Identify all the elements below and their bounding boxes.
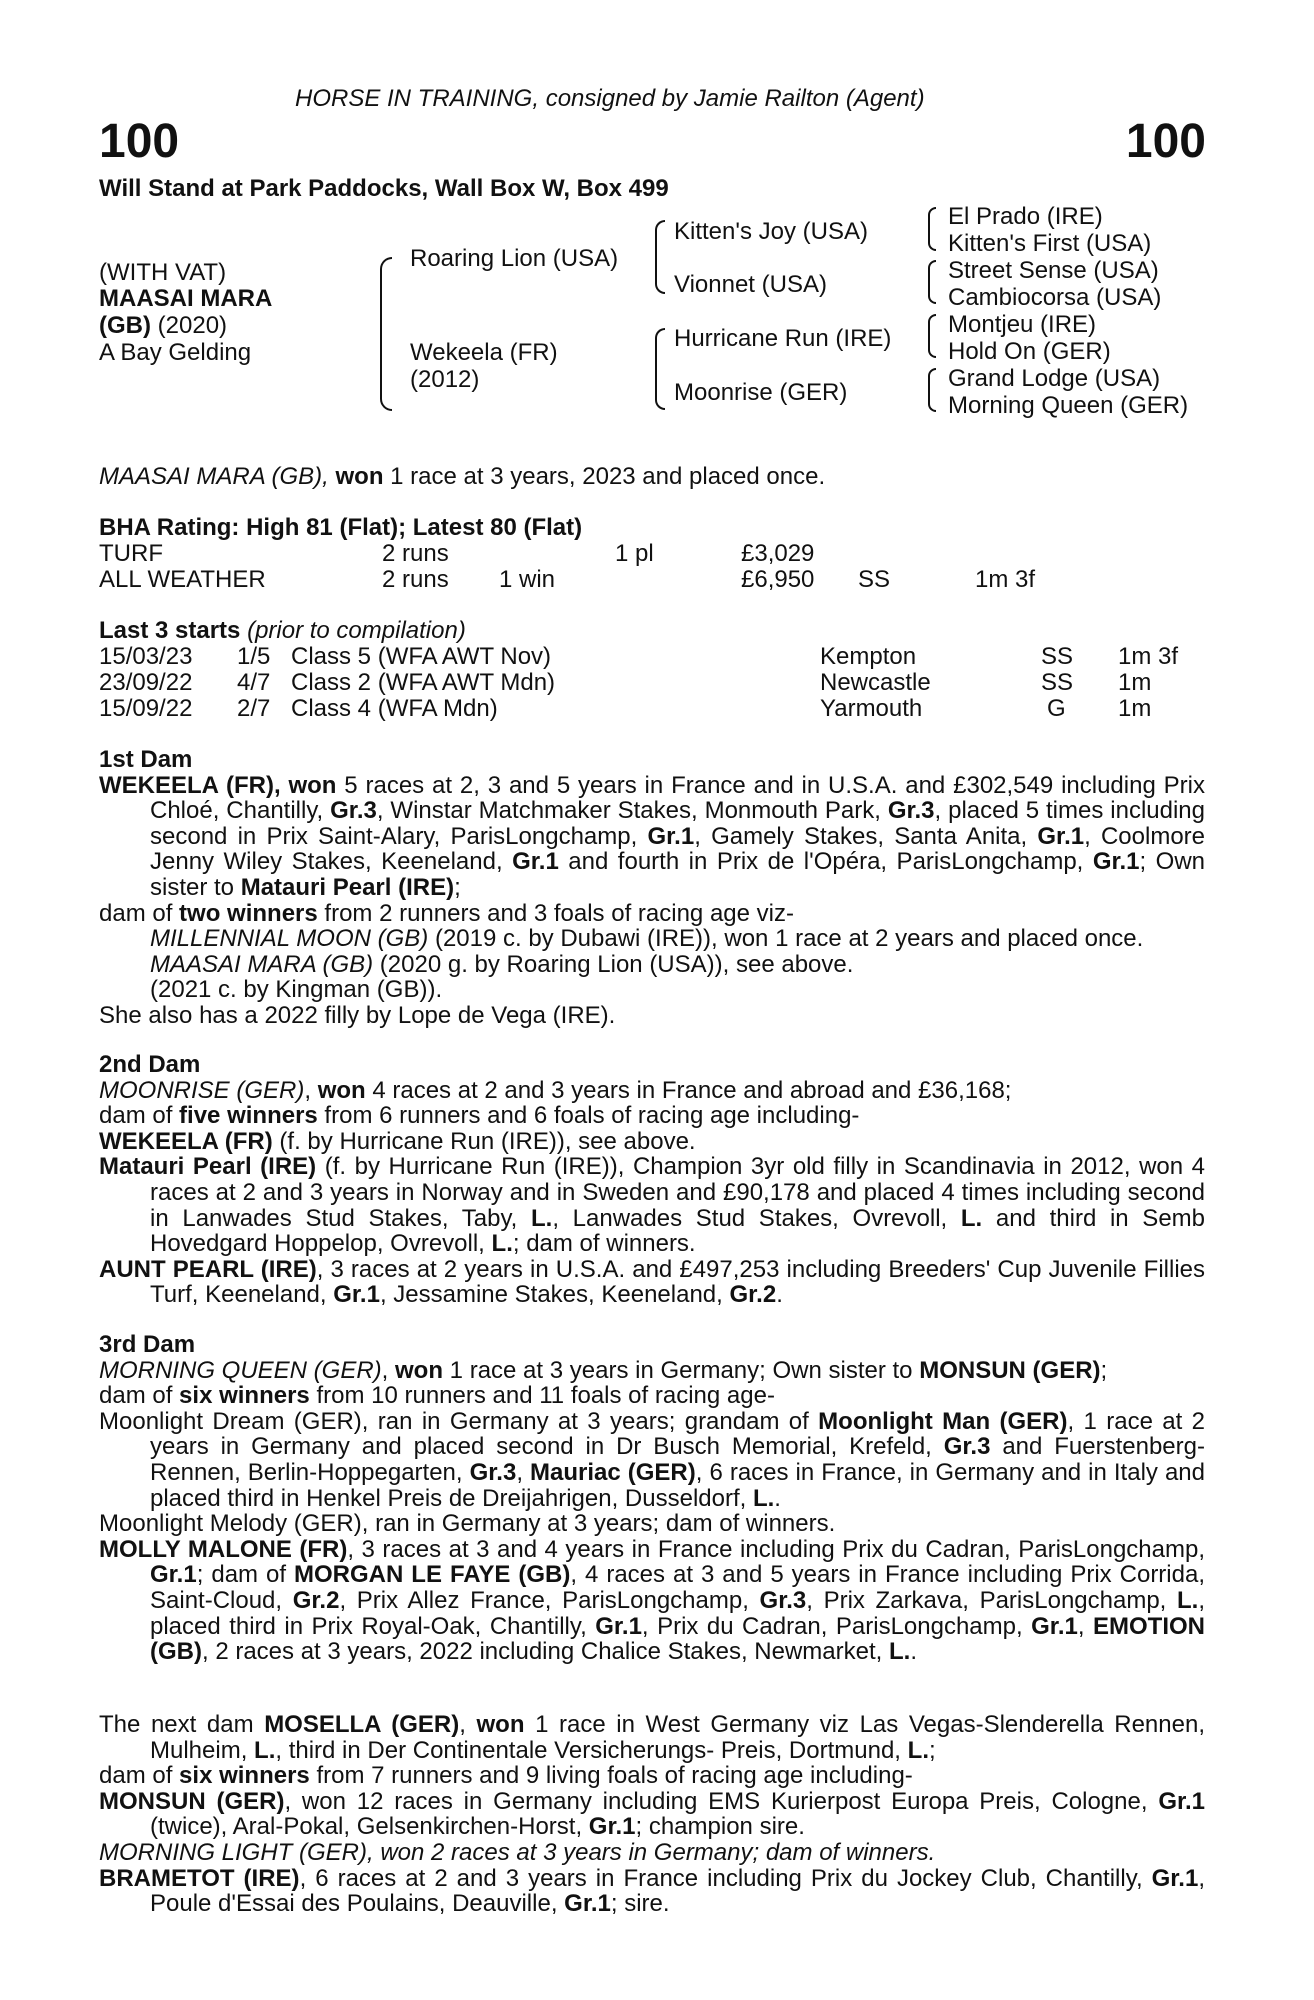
pedigree-brace-main	[380, 257, 392, 411]
second-dam-produce-1: WEKEELA (FR) (f. by Hurricane Run (IRE)), see above.	[99, 1127, 696, 1155]
bha-rating: BHA Rating: High 81 (Flat); Latest 80 (Flat)	[99, 514, 583, 541]
next-dam-section: The next dam MOSELLA (GER), won 1 race in West Germany viz Las Vegas-Slenderella Rennen, Mulheim, L., third in Der Continentale Versicherungs- Preis, Dortmund, L.; dam of six winners from 7 runners and 9 living foals of racing age including- MONSUN (GER), won 12 races in Germany including EMS Kurierpost Europa Preis, Cologne, Gr.1 (twice), Aral-Pokal, Gelsenkirchen-Horst, Gr.1; champion sire. MORNING LIGHT (GER), won 2 races at 3 years in Germany; dam of winners. BRAMETOT (IRE), 6 races at 2 and 3 years in France including Prix du Jockey Club, Chantilly, Gr.1, Poule d'Essai des Poulains, Deauville, Gr.1; sire.	[99, 1711, 1206, 1918]
pedigree-grandsire-1: Kitten's Joy (USA)	[674, 218, 868, 245]
third-dam-grand-produce: MOLLY MALONE (FR), 3 races at 3 and 4 years in France including Prix du Cadran, ParisLongchamp, Gr.1; dam of MORGAN LE FAYE (GB), 4 races at 3 and 5 years in France including Prix Corrida, Saint-Cloud, Gr.2, Prix Allez France, ParisLongchamp, Gr.3, Prix Zarkava, ParisLongchamp, L., placed third in Prix Royal-Oak, Chantilly, Gr.1, Prix du Cadran, ParisLongchamp, Gr.1, EMOTION (GB), 2 races at 3 years, 2022 including Chalice Stakes, Newmarket, L..	[99, 1535, 1206, 1666]
pedigree-dam: Wekeela (FR)	[410, 339, 558, 366]
pedigree-ggs-1: El Prado (IRE)	[948, 203, 1103, 230]
pedigree-dam-year: (2012)	[410, 366, 480, 393]
pedigree-sire: Roaring Lion (USA)	[410, 245, 619, 272]
last-starts-heading: Last 3 starts (prior to compilation)	[99, 617, 466, 644]
pedigree-ggs-3: Street Sense (USA)	[948, 257, 1159, 284]
second-dam-produce-2: Matauri Pearl (IRE) (f. by Hurricane Run (IRE)), Champion 3yr old filly in Scandinavia in 2012, won 4 races at 2 and 3 years in Norway and in Sweden and £90,178 and placed 4 times including second in Lanwades Stud Stakes, Taby, L., Lanwades Stud Stakes, Ovrevoll, L. and third in Semb Hovedgard Hoppelop, Ovrevoll, L.; dam of winners.	[99, 1153, 1206, 1258]
lot-number-right: 100	[1125, 115, 1206, 168]
first-dam-note: She also has a 2022 filly by Lope de Vega (IRE).	[99, 1001, 616, 1029]
race-summary: MAASAI MARA (GB), won 1 race at 3 years, 2023 and placed once.	[99, 463, 826, 490]
pedigree-brace-dam	[655, 328, 665, 410]
first-dam-record: WEKEELA (FR), won 5 races at 2, 3 and 5 years in France and in U.S.A. and £302,549 including Prix Chloé, Chantilly, Gr.3, Winstar Matchmaker Stakes, Monmouth Park, Gr.3, placed 5 times including second in Prix Saint-Alary, ParisLongchamp, Gr.1, Gamely Stakes, Santa Anita, Gr.1, Coolmore Jenny Wiley Stakes, Keeneland, Gr.1 and fourth in Prix de l'Opéra, ParisLongchamp, Gr.1; Own sister to Matauri Pearl (IRE);	[99, 771, 1206, 901]
pedigree-brace-ggs-4	[928, 368, 936, 412]
second-dam-grand-produce: AUNT PEARL (IRE), 3 races at 2 years in U.S.A. and £497,253 including Breeders' Cup Juvenile Fillies Turf, Keeneland, Gr.1, Jessamine Stakes, Keeneland, Gr.2.	[99, 1255, 1205, 1309]
pedigree-brace-ggs-3	[928, 314, 936, 358]
vat-label: (WITH VAT)	[99, 259, 227, 286]
pedigree-ggs-8: Morning Queen (GER)	[948, 392, 1189, 419]
stable-location: Will Stand at Park Paddocks, Wall Box W, Box 499	[99, 175, 669, 202]
pedigree-ggs-2: Kitten's First (USA)	[948, 230, 1152, 257]
horse-description: A Bay Gelding	[99, 339, 252, 366]
first-dam-produce-3: (2021 c. by Kingman (GB)).	[150, 976, 443, 1004]
pedigree-ggs-6: Hold On (GER)	[948, 338, 1111, 365]
horse-name: MAASAI MARA	[99, 285, 273, 312]
horse-country: (GB)	[99, 312, 151, 339]
pedigree-grandsire-2: Hurricane Run (IRE)	[674, 325, 892, 352]
next-dam-produce-2: MORNING LIGHT (GER), won 2 races at 3 years in Germany; dam of winners.	[99, 1838, 936, 1866]
third-dam-section: 3rd Dam MORNING QUEEN (GER), won 1 race at 3 years in Germany; Own sister to MONSUN (GER); dam of six winners from 10 runners and 11 foals of racing age- Moonlight Dream (GER), ran in Germany at 3 years; grandam of Moonlight Man (GER), 1 race at 2 years in Germany and placed second in Dr Busch Memorial, Krefeld, Gr.3 and Fuerstenberg-Rennen, Berlin-Hoppegarten, Gr.3, Mauriac (GER), 6 races in France, in Germany and in Italy and placed third in Henkel Preis de Dreijahrigen, Dusseldorf, L.. Moonlight Melody (GER), ran in Germany at 3 years; dam of winners. MOLLY MALONE (FR), 3 races at 3 and 4 years in France including Prix du Cadran, ParisLongchamp, Gr.1; dam of MORGAN LE FAYE (GB), 4 races at 3 and 5 years in France including Prix Corrida, Saint-Cloud, Gr.2, Prix Allez France, ParisLongchamp, Gr.3, Prix Zarkava, ParisLongchamp, L., placed third in Prix Royal-Oak, Chantilly, Gr.1, Prix du Cadran, ParisLongchamp, Gr.1, EMOTION (GB), 2 races at 3 years, 2022 including Chalice Stakes, Newmarket, L..	[99, 1331, 1206, 1666]
horse-country-year	[99, 313, 227, 339]
pedigree-brace-ggs-1	[928, 207, 936, 251]
pedigree-brace-sire	[655, 220, 665, 294]
lot-number-left: 100	[99, 115, 180, 168]
pedigree-ggs-5: Montjeu (IRE)	[948, 311, 1097, 338]
first-dam-produce-1: MILLENNIAL MOON (GB) (2019 c. by Dubawi (IRE)), won 1 race at 2 years and placed once.	[150, 925, 1144, 953]
first-dam-section: 1st Dam WEKEELA (FR), won 5 races at 2, 3 and 5 years in France and in U.S.A. and £302,549 including Prix Chloé, Chantilly, Gr.3, Winstar Matchmaker Stakes, Monmouth Park, Gr.3, placed 5 times including second in Prix Saint-Alary, ParisLongchamp, Gr.1, Gamely Stakes, Santa Anita, Gr.1, Coolmore Jenny Wiley Stakes, Keeneland, Gr.1 and fourth in Prix de l'Opéra, ParisLongchamp, Gr.1; Own sister to Matauri Pearl (IRE); dam of two winners from 2 runners and 3 foals of racing age viz- MILLENNIAL MOON (GB) (2019 c. by Dubawi (IRE)), won 1 race at 2 years and placed once. MAASAI MARA (GB) (2020 g. by Roaring Lion (USA)), see above. (2021 c. by Kingman (GB)). She also has a 2022 filly by Lope de Vega (IRE).	[99, 746, 1206, 1029]
pedigree-ggs-7: Grand Lodge (USA)	[948, 365, 1161, 392]
pedigree-granddam-2: Moonrise (GER)	[674, 379, 848, 406]
third-dam-produce-1: Moonlight Dream (GER), ran in Germany at 3 years; grandam of Moonlight Man (GER), 1 race at 2 years in Germany and placed second in Dr Busch Memorial, Krefeld, Gr.3 and Fuerstenberg-Rennen, Berlin-Hoppegarten, Gr.3, Mauriac (GER), 6 races in France, in Germany and in Italy and placed third in Henkel Preis de Dreijahrigen, Dusseldorf, L..	[99, 1407, 1205, 1512]
pedigree-brace-ggs-2	[928, 260, 936, 304]
second-dam-section: 2nd Dam MOONRISE (GER), won 4 races at 2 and 3 years in France and abroad and £36,168; dam of five winners from 6 runners and 6 foals of racing age including- WEKEELA (FR) (f. by Hurricane Run (IRE)), see above. Matauri Pearl (IRE) (f. by Hurricane Run (IRE)), Champion 3yr old filly in Scandinavia in 2012, won 4 races at 2 and 3 years in Norway and in Sweden and £90,178 and placed 4 times including second in Lanwades Stud Stakes, Taby, L., Lanwades Stud Stakes, Ovrevoll, L. and third in Semb Hovedgard Hoppelop, Ovrevoll, L.; dam of winners. AUNT PEARL (IRE), 3 races at 2 years in U.S.A. and £497,253 including Breeders' Cup Juvenile Fillies Turf, Keeneland, Gr.1, Jessamine Stakes, Keeneland, Gr.2.	[99, 1051, 1206, 1309]
next-dam-grand-produce: BRAMETOT (IRE), 6 races at 2 and 3 years in France including Prix du Jockey Club, Chantilly, Gr.1, Poule d'Essai des Poulains, Deauville, Gr.1; sire.	[99, 1864, 1205, 1918]
consignment-line: HORSE IN TRAINING, consigned by Jamie Railton (Agent)	[295, 85, 925, 112]
third-dam-produce-2: Moonlight Melody (GER), ran in Germany at 3 years; dam of winners.	[99, 1510, 836, 1538]
first-dam-produce-2: MAASAI MARA (GB) (2020 g. by Roaring Lion (USA)), see above.	[150, 950, 854, 978]
horse-year: (2020)	[157, 312, 228, 339]
pedigree-granddam-1: Vionnet (USA)	[674, 271, 827, 298]
pedigree-ggs-4: Cambiocorsa (USA)	[948, 284, 1162, 311]
next-dam-produce-1: MONSUN (GER), won 12 races in Germany including EMS Kurierpost Europa Preis, Cologne, Gr.1 (twice), Aral-Pokal, Gelsenkirchen-Horst, Gr.1; champion sire.	[99, 1787, 1206, 1841]
